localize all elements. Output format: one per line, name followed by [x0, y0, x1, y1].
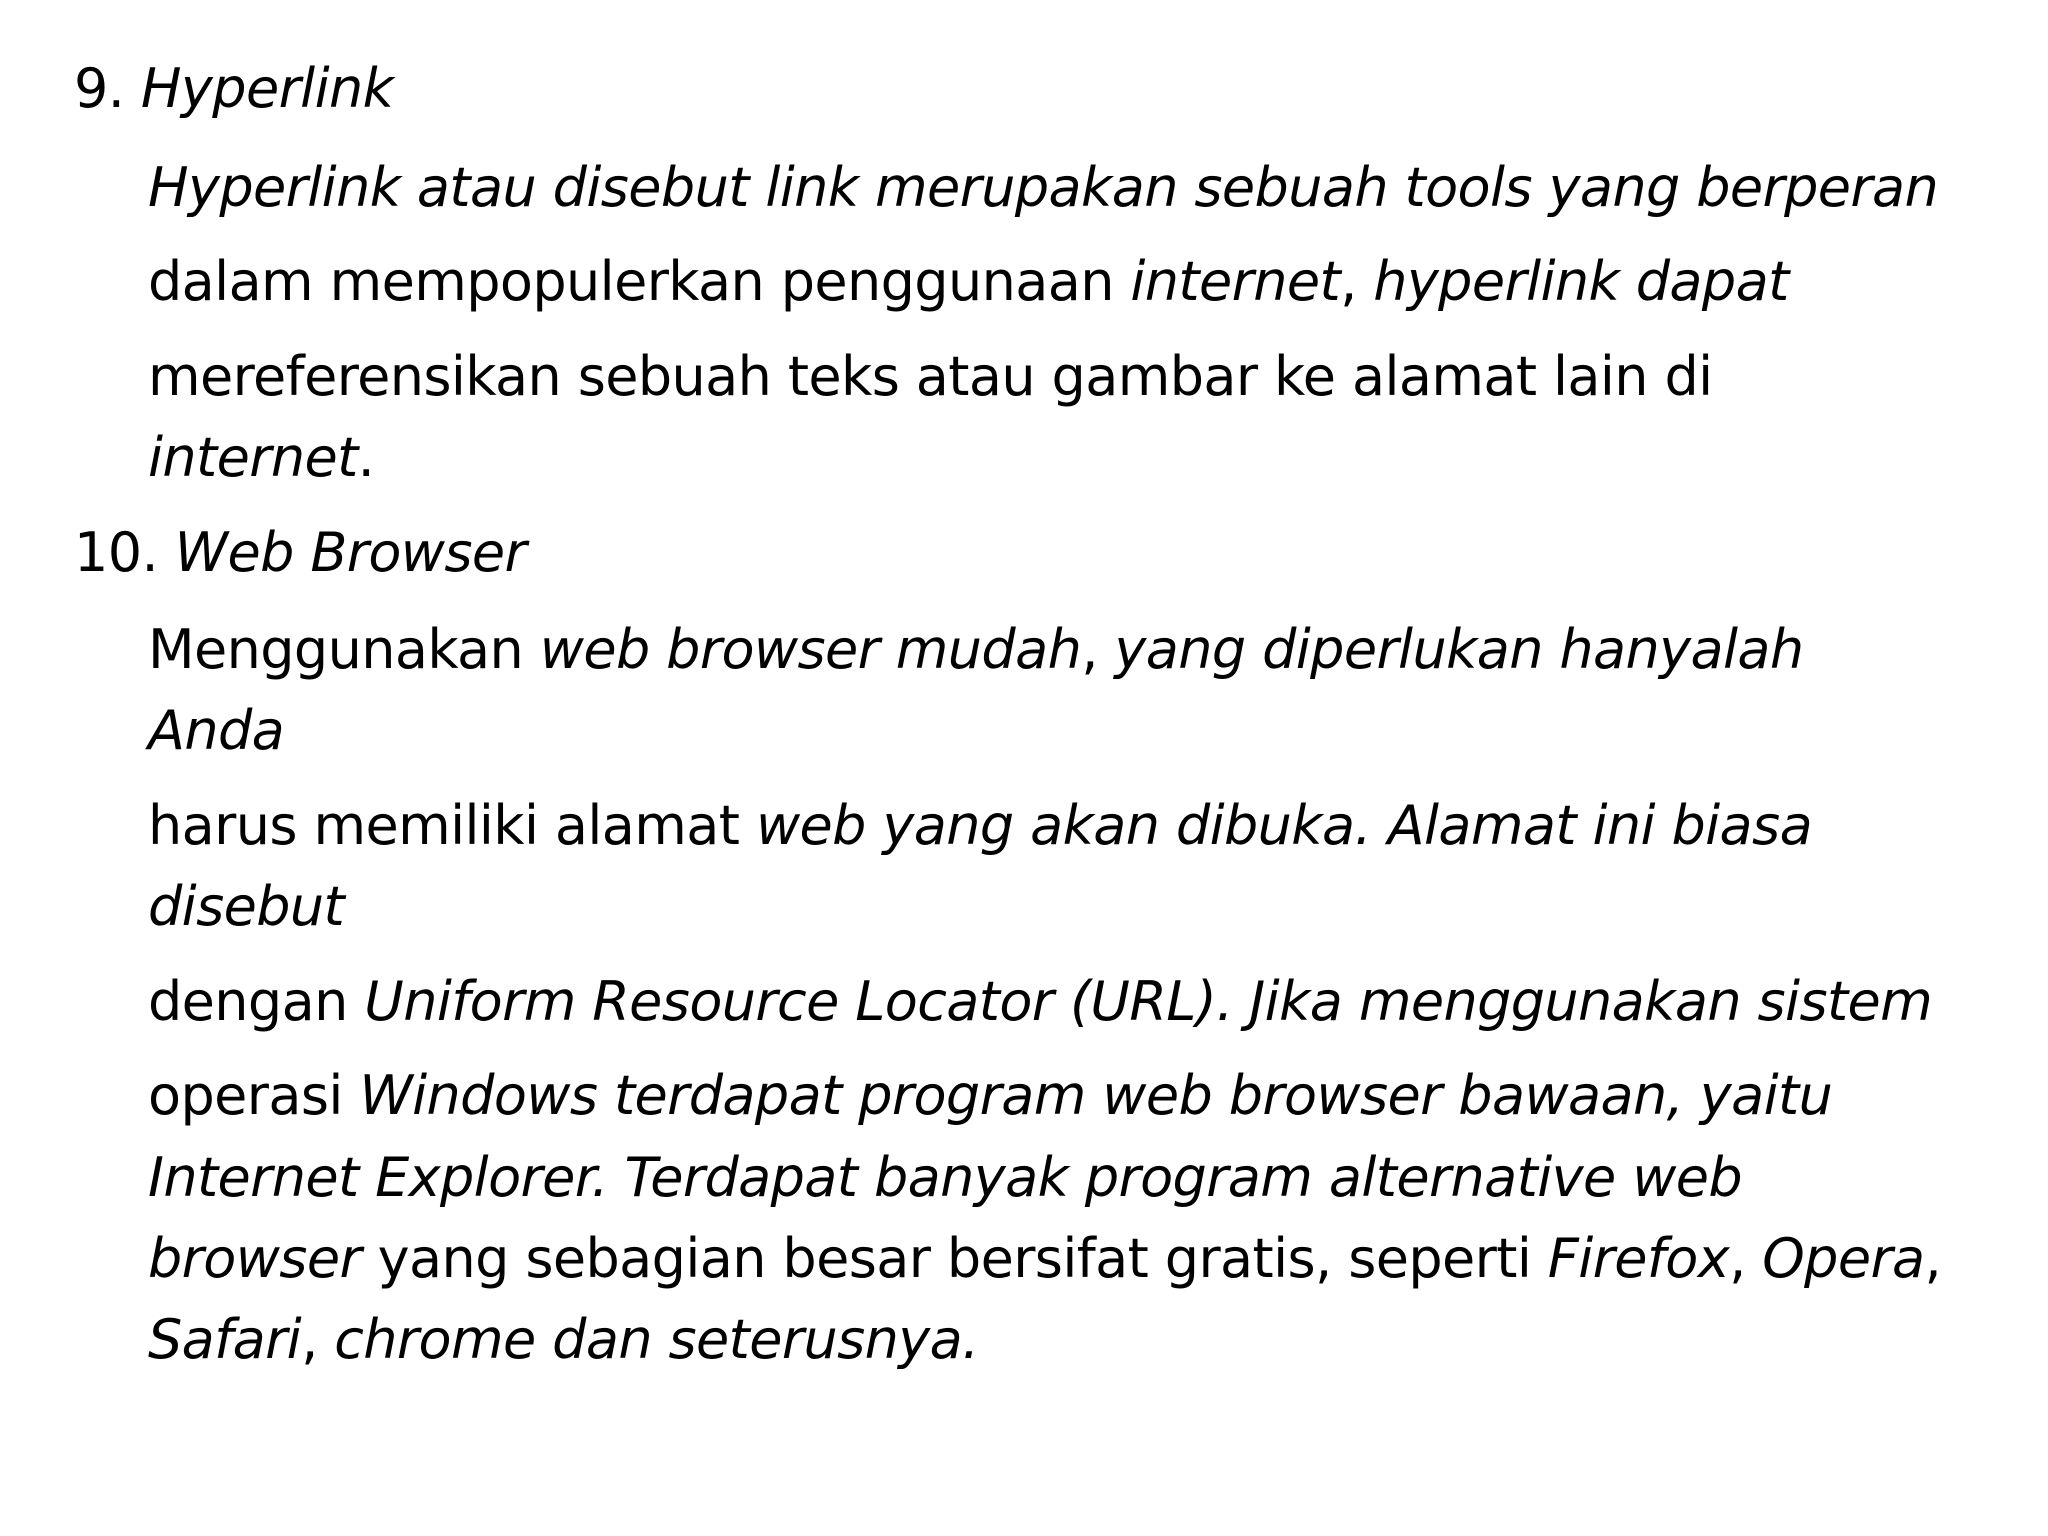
- section-title: Hyperlink: [140, 57, 394, 120]
- text-run: internet: [1130, 250, 1341, 313]
- paragraph-line: [148, 794, 1813, 857]
- text-run: Safari: [148, 1308, 302, 1371]
- text-run: .: [357, 426, 375, 489]
- section-heading-web-browser: [74, 521, 527, 584]
- text-run: dalam mempopulerkan penggunaan: [148, 250, 1131, 313]
- text-run: web browser mudah: [539, 618, 1082, 681]
- paragraph-line: [148, 875, 345, 938]
- section-title: Web Browser: [174, 521, 527, 584]
- section-number: 9.: [74, 57, 125, 120]
- text-run: operasi: [148, 1064, 360, 1127]
- text-run: ,: [1081, 618, 1115, 681]
- text-run: dengan: [148, 970, 365, 1033]
- section-heading-hyperlink: [74, 57, 394, 120]
- paragraph-line: [148, 1227, 1942, 1290]
- text-run: Anda: [148, 699, 285, 762]
- paragraph-line: [148, 699, 285, 762]
- text-run: Hyperlink atau disebut link merupakan sebuah tools yang berperan: [148, 156, 1939, 219]
- paragraph-line: [148, 618, 1804, 681]
- paragraph-line: [148, 1308, 979, 1371]
- text-run: Firefox: [1547, 1227, 1730, 1290]
- text-run: Opera: [1762, 1227, 1925, 1290]
- text-run: Menggunakan: [148, 618, 540, 681]
- paragraph-line: [148, 426, 375, 489]
- text-run: ,: [1729, 1227, 1763, 1290]
- text-run: Internet Explorer. Terdapat banyak program alternative web: [148, 1146, 1743, 1209]
- section-number: 10.: [74, 521, 159, 584]
- text-run: disebut: [148, 875, 345, 938]
- text-run: hyperlink dapat: [1373, 250, 1789, 313]
- paragraph-line: [148, 250, 1789, 313]
- paragraph-line: [148, 156, 1939, 219]
- text-run: browser: [148, 1227, 362, 1290]
- text-run: mereferensikan sebuah teks atau gambar ke alamat lain di: [148, 345, 1713, 408]
- text-run: Windows terdapat program web browser bawaan, yaitu: [359, 1064, 1833, 1127]
- text-run: chrome dan seterusnya.: [334, 1308, 979, 1371]
- text-run: harus memiliki alamat: [148, 794, 756, 857]
- text-run: yang diperlukan hanyalah: [1114, 618, 1804, 681]
- paragraph-line: [148, 970, 1933, 1033]
- text-run: web yang akan dibuka. Alamat ini biasa: [755, 794, 1813, 857]
- text-run: ,: [301, 1308, 335, 1371]
- paragraph-line: [148, 345, 1713, 408]
- text-run: Uniform Resource Locator (URL). Jika menggunakan sistem: [364, 970, 1933, 1033]
- text-run: internet: [148, 426, 358, 489]
- paragraph-line: [148, 1064, 1833, 1127]
- text-run: yang sebagian besar bersifat gratis, seperti: [361, 1227, 1548, 1290]
- paragraph-line: [148, 1146, 1743, 1209]
- text-run: ,: [1340, 250, 1374, 313]
- text-run: ,: [1924, 1227, 1942, 1290]
